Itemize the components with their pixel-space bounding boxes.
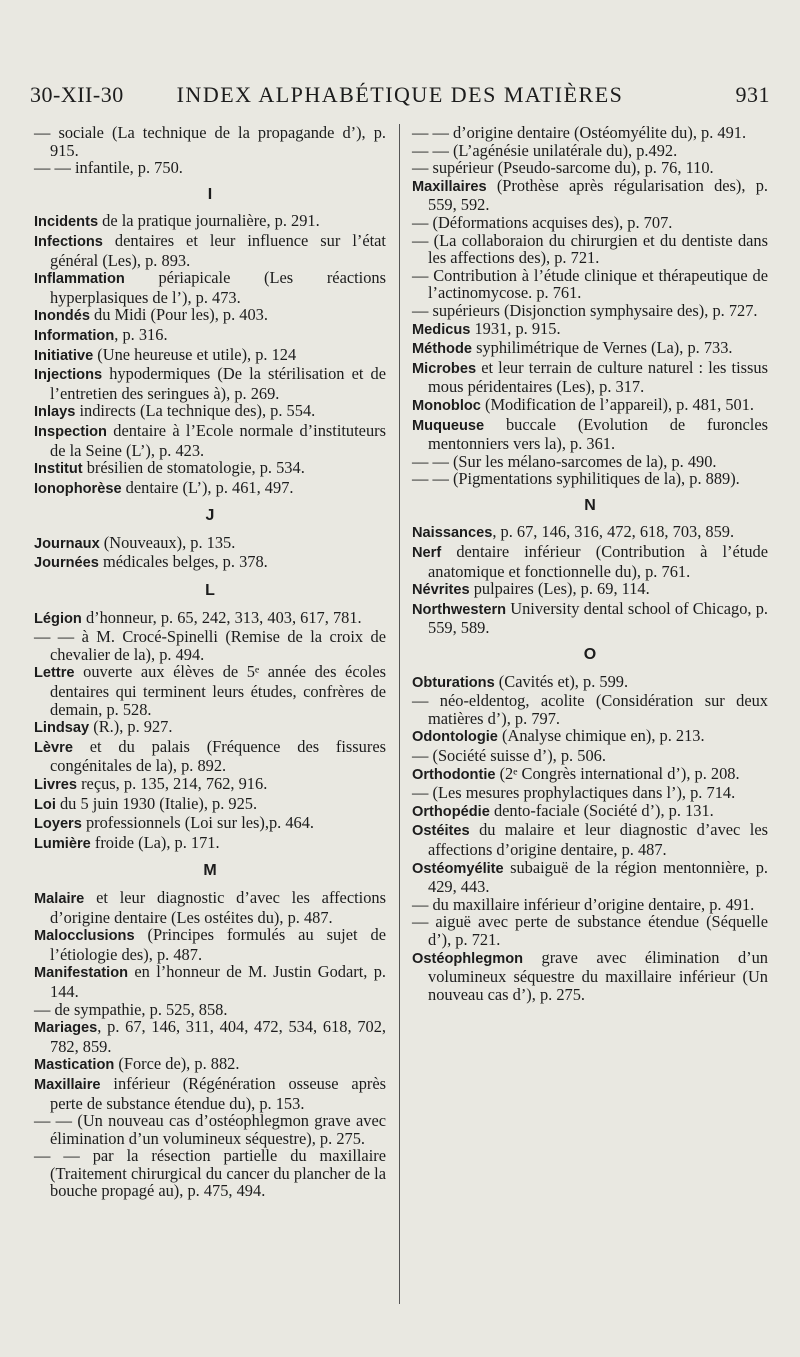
- entry-term: Institut: [34, 461, 83, 478]
- entry-text: — supérieur (Pseudo-sarcome du), p. 76, 110.: [412, 158, 714, 178]
- entry-text: du Midi (Pour les), p. 403.: [89, 305, 268, 325]
- index-entry: [34, 775, 386, 795]
- entry-text: ouverte aux élèves de 5ᵉ année des écoles dentaires qui terminent leurs études, confrères de demain, p. 528.: [50, 662, 386, 719]
- index-entry: [412, 765, 768, 785]
- index-entry: [34, 159, 386, 177]
- entry-text: pulpaires (Les), p. 69, 114.: [469, 579, 650, 599]
- entry-term: Inspection: [34, 423, 107, 440]
- index-entry: [412, 232, 768, 267]
- entry-text: — — par la résection partielle du maxillaire (Traitement chirurgical du cancer du plancher de la bouche propagé au), p. 475, 494.: [34, 1146, 386, 1201]
- entry-term: Loi: [34, 796, 56, 813]
- index-entry: [412, 821, 768, 858]
- section-letter: O: [583, 646, 597, 664]
- entry-text: dento-faciale (Société d’), p. 131.: [489, 800, 714, 820]
- entry-text: professionnels (Loi sur les),p. 464.: [81, 813, 315, 833]
- entry-text: — sociale (La technique de la propagande d’), p. 915.: [34, 123, 386, 160]
- entry-text: (R.), p. 927.: [89, 717, 173, 737]
- index-entry: [34, 326, 386, 346]
- index-entry: [412, 580, 768, 600]
- entry-term: Muqueuse: [412, 417, 485, 434]
- entry-text: dentaires et leur influence sur l’état général (Les), p. 893.: [50, 230, 386, 270]
- entry-term: Maxillaire: [34, 1076, 101, 1093]
- entry-text: — — (L’agénésie unilatérale du), p.492.: [412, 140, 678, 160]
- entry-term: Journaux: [34, 535, 100, 552]
- entry-term: Inondés: [34, 308, 90, 325]
- index-entry: [34, 834, 386, 854]
- section-letter: N: [584, 496, 596, 514]
- entry-term: Ostéites: [412, 823, 470, 840]
- index-entry: [412, 320, 768, 340]
- entry-term: Monobloc: [412, 397, 481, 414]
- index-entry: [412, 747, 768, 765]
- entry-text: médicales belges, p. 378.: [98, 552, 268, 572]
- index-entry: [34, 1147, 386, 1200]
- entry-text: et leur terrain de culture naturel : les tissus mous péridentaires (Les), p. 317.: [428, 357, 768, 397]
- index-entry: [412, 416, 768, 453]
- index-entry: [34, 1001, 386, 1019]
- page-header: [30, 82, 770, 122]
- entry-term: Injections: [34, 367, 103, 384]
- index-entry: [412, 339, 768, 359]
- index-entry: [412, 302, 768, 320]
- entry-term: Lumière: [34, 835, 91, 852]
- entry-term: Northwestern: [412, 601, 507, 618]
- index-entry: [412, 159, 768, 177]
- entry-text: — néo-eldentog, acolite (Considération sur deux matières d’), p. 797.: [412, 691, 768, 728]
- entry-text: — — à M. Crocé-Spinelli (Remise de la croix de chevalier de la), p. 494.: [34, 627, 386, 664]
- section-letter: L: [205, 582, 215, 600]
- entry-text: buccale (Evolution de furoncles mentonniers vers la), p. 361.: [428, 414, 768, 454]
- entry-text: — supérieurs (Disjonction symphysaire des), p. 727.: [412, 300, 758, 320]
- index-entry: [412, 124, 768, 142]
- entry-term: Malocclusions: [34, 928, 135, 945]
- index-entry: [34, 795, 386, 815]
- index-entry: [412, 543, 768, 580]
- entry-term: Maxillaires: [412, 178, 487, 195]
- entry-term: Nerf: [412, 545, 442, 562]
- entry-text: froide (La), p. 171.: [90, 832, 220, 852]
- header-date: 30-XII-30: [30, 82, 124, 107]
- entry-text: du malaire et leur diagnostic d’avec les affections d’origine dentaire, p. 487.: [428, 820, 768, 859]
- entry-term: Obturations: [412, 674, 495, 691]
- entry-text: — — (Un nouveau cas d’ostéophlegmon grave avec élimination d’un volumineux séquestre), p. 275.: [34, 1111, 386, 1148]
- entry-text: (Prothèse après régularisation des), p. 559, 592.: [428, 175, 768, 215]
- index-entry: [412, 600, 768, 637]
- index-entry: [34, 232, 386, 269]
- index-entry: [34, 628, 386, 663]
- entry-term: Manifestation: [34, 965, 129, 982]
- entry-term: Lettre: [34, 665, 75, 682]
- entry-text: grave avec élimination d’un volumineux séquestre du maxillaire inférieur (Un nouveau cas d’), p. 275.: [428, 947, 768, 1004]
- index-entry: [412, 727, 768, 747]
- entry-text: 1931, p. 915.: [470, 318, 561, 338]
- index-entry: [412, 396, 768, 416]
- index-entry: [34, 1075, 386, 1112]
- index-entry: [34, 124, 386, 159]
- right-column: [412, 124, 768, 1003]
- entry-text: du 5 juin 1930 (Italie), p. 925.: [55, 793, 258, 813]
- entry-text: , p. 67, 146, 311, 404, 472, 534, 618, 702, 782, 859.: [50, 1017, 386, 1056]
- entry-term: Lindsay: [34, 720, 90, 737]
- entry-term: Ostéophlegmon: [412, 950, 524, 967]
- index-entry: [34, 609, 386, 629]
- entry-text: en l’honneur de M. Justin Godart, p. 144.: [50, 962, 386, 1001]
- entry-text: inférieur (Régénération osseuse après perte de substance étendue du), p. 153.: [50, 1073, 386, 1113]
- entry-term: Ostéomyélite: [412, 860, 504, 877]
- entry-text: (Force de), p. 882.: [114, 1054, 240, 1074]
- index-entry: [34, 738, 386, 775]
- entry-term: Incidents: [34, 214, 99, 231]
- entry-text: (Modification de l’appareil), p. 481, 501.: [480, 394, 755, 414]
- entry-text: — (Déformations acquises des), p. 707.: [412, 212, 673, 232]
- entry-text: — (Les mesures prophylactiques dans l’), p. 714.: [412, 783, 736, 803]
- entry-text: — du maxillaire inférieur d’origine dentaire, p. 491.: [412, 894, 755, 914]
- entry-text: — (La collaboraion du chirurgien et du dentiste dans les affections des), p. 721.: [412, 230, 768, 268]
- entry-term: Loyers: [34, 816, 82, 833]
- index-entry: [34, 269, 386, 306]
- index-entry: [34, 346, 386, 366]
- entry-text: (2ᵉ Congrès international d’), p. 208.: [495, 763, 740, 783]
- index-entry: [412, 267, 768, 302]
- entry-text: hypodermiques (De la stérilisation et de l’entretien des seringues à), p. 269.: [50, 364, 386, 403]
- entry-text: indirects (La technique des), p. 554.: [75, 401, 316, 421]
- entry-text: (Une heureuse et utile), p. 124: [93, 344, 297, 364]
- index-entry: [34, 663, 386, 718]
- entry-text: (Nouveaux), p. 135.: [99, 532, 236, 552]
- index-entry: [412, 214, 768, 232]
- entry-text: subaiguë de la région mentonnière, p. 429, 443.: [428, 857, 768, 897]
- entry-term: Odontologie: [412, 729, 498, 746]
- index-entry: [34, 365, 386, 402]
- entry-text: , p. 67, 146, 316, 472, 618, 703, 859.: [492, 522, 735, 542]
- index-entry: [412, 523, 768, 543]
- entry-text: — — infantile, p. 750.: [34, 158, 183, 178]
- index-entry: [34, 963, 386, 1000]
- entry-term: Inlays: [34, 404, 76, 421]
- index-entry: [412, 784, 768, 802]
- header-title: INDEX ALPHABÉTIQUE DES MATIÈRES: [176, 82, 624, 107]
- index-entry: [34, 553, 386, 573]
- entry-term: Inflammation: [34, 271, 125, 288]
- section-letter: J: [205, 507, 215, 525]
- page-number: 931: [735, 82, 770, 107]
- entry-text: brésilien de stomatologie, p. 534.: [82, 458, 305, 478]
- entry-text: — (Société suisse d’), p. 506.: [412, 746, 606, 765]
- index-entry: [412, 359, 768, 396]
- entry-text: périapicale (Les réactions hyperplasiques de l’), p. 473.: [50, 268, 386, 307]
- index-entry: [412, 692, 768, 727]
- index-entry: [412, 896, 768, 914]
- entry-text: University dental school of Chicago, p. 559, 589.: [428, 598, 768, 638]
- index-entry: [412, 470, 768, 488]
- entry-term: Livres: [34, 777, 77, 793]
- entry-text: — Contribution à l’étude clinique et thérapeutique de l’actinomycose. p. 761.: [412, 265, 768, 303]
- section-letter: M: [203, 862, 217, 880]
- entry-term: Medicus: [412, 321, 471, 338]
- entry-text: — — (Sur les mélano-sarcomes de la), p. 490.: [412, 451, 717, 471]
- index-entry: [412, 453, 768, 471]
- entry-text: et leur diagnostic d’avec les affections d’origine dentaire (Les ostéites du), p. 487.: [50, 887, 386, 927]
- index-entry: [34, 479, 386, 499]
- entry-term: Information: [34, 327, 115, 344]
- index-entry: [34, 534, 386, 554]
- entry-text: reçus, p. 135, 214, 762, 916.: [77, 774, 268, 793]
- index-entry: [412, 913, 768, 948]
- entry-text: (Cavités et), p. 599.: [494, 671, 629, 691]
- entry-term: Orthodontie: [412, 766, 496, 783]
- index-entry: [34, 889, 386, 926]
- index-entry: [34, 306, 386, 326]
- entry-text: et du palais (Fréquence des fissures congénitales de la), p. 892.: [50, 736, 386, 776]
- index-entry: [412, 802, 768, 822]
- index-entry: [412, 673, 768, 693]
- entry-term: Lèvre: [34, 739, 73, 756]
- index-entry: [34, 1018, 386, 1055]
- entry-term: Infections: [34, 233, 103, 250]
- entry-term: Journées: [34, 555, 99, 572]
- entry-text: — — d’origine dentaire (Ostéomyélite du), p. 491.: [412, 123, 747, 142]
- index-entry: [412, 859, 768, 896]
- index-entry: [34, 1055, 386, 1075]
- index-entry: [34, 402, 386, 422]
- entry-text: (Analyse chimique en), p. 213.: [497, 726, 705, 746]
- entry-text: syphilimétrique de Vernes (La), p. 733.: [472, 338, 733, 358]
- entry-text: , p. 316.: [114, 324, 168, 344]
- entry-text: dentaire à l’Ecole normale d’instituteurs de la Seine (L’), p. 423.: [50, 420, 386, 460]
- entry-term: Mariages: [34, 1020, 98, 1037]
- entry-term: Légion: [34, 610, 82, 627]
- column-divider: [399, 124, 400, 1304]
- entry-text: d’honneur, p. 65, 242, 313, 403, 617, 781.: [81, 607, 362, 627]
- entry-term: Névrites: [412, 582, 470, 599]
- entry-term: Méthode: [412, 341, 472, 358]
- index-entry: [34, 1112, 386, 1147]
- index-entry: [412, 177, 768, 214]
- entry-text: (Principes formulés au sujet de l’étiologie des), p. 487.: [50, 925, 386, 964]
- entry-term: Microbes: [412, 360, 477, 377]
- entry-term: Orthopédie: [412, 803, 490, 820]
- entry-term: Naissances: [412, 525, 493, 542]
- entry-term: Mastication: [34, 1057, 115, 1074]
- entry-term: Ionophorèse: [34, 480, 122, 497]
- entry-text: — de sympathie, p. 525, 858.: [34, 999, 228, 1019]
- index-entry: [34, 212, 386, 232]
- entry-term: Malaire: [34, 890, 85, 907]
- index-entry: [34, 814, 386, 834]
- entry-text: dentaire inférieur (Contribution à l’étude anatomique et fonctionnelle du), p. 761.: [428, 542, 768, 581]
- section-letter: I: [207, 185, 213, 203]
- left-column: [34, 124, 386, 1200]
- index-entry: [412, 949, 768, 1004]
- entry-text: dentaire (L’), p. 461, 497.: [121, 477, 294, 497]
- index-entry: [34, 926, 386, 963]
- entry-text: — aiguë avec perte de substance étendue (Séquelle d’), p. 721.: [412, 912, 768, 949]
- index-entry: [34, 459, 386, 479]
- index-entry: [34, 718, 386, 738]
- index-entry: [34, 422, 386, 459]
- entry-term: Initiative: [34, 347, 94, 364]
- entry-text: de la pratique journalière, p. 291.: [98, 211, 320, 231]
- index-entry: [412, 142, 768, 160]
- entry-text: — — (Pigmentations syphilitiques de la), p. 889).: [412, 469, 740, 489]
